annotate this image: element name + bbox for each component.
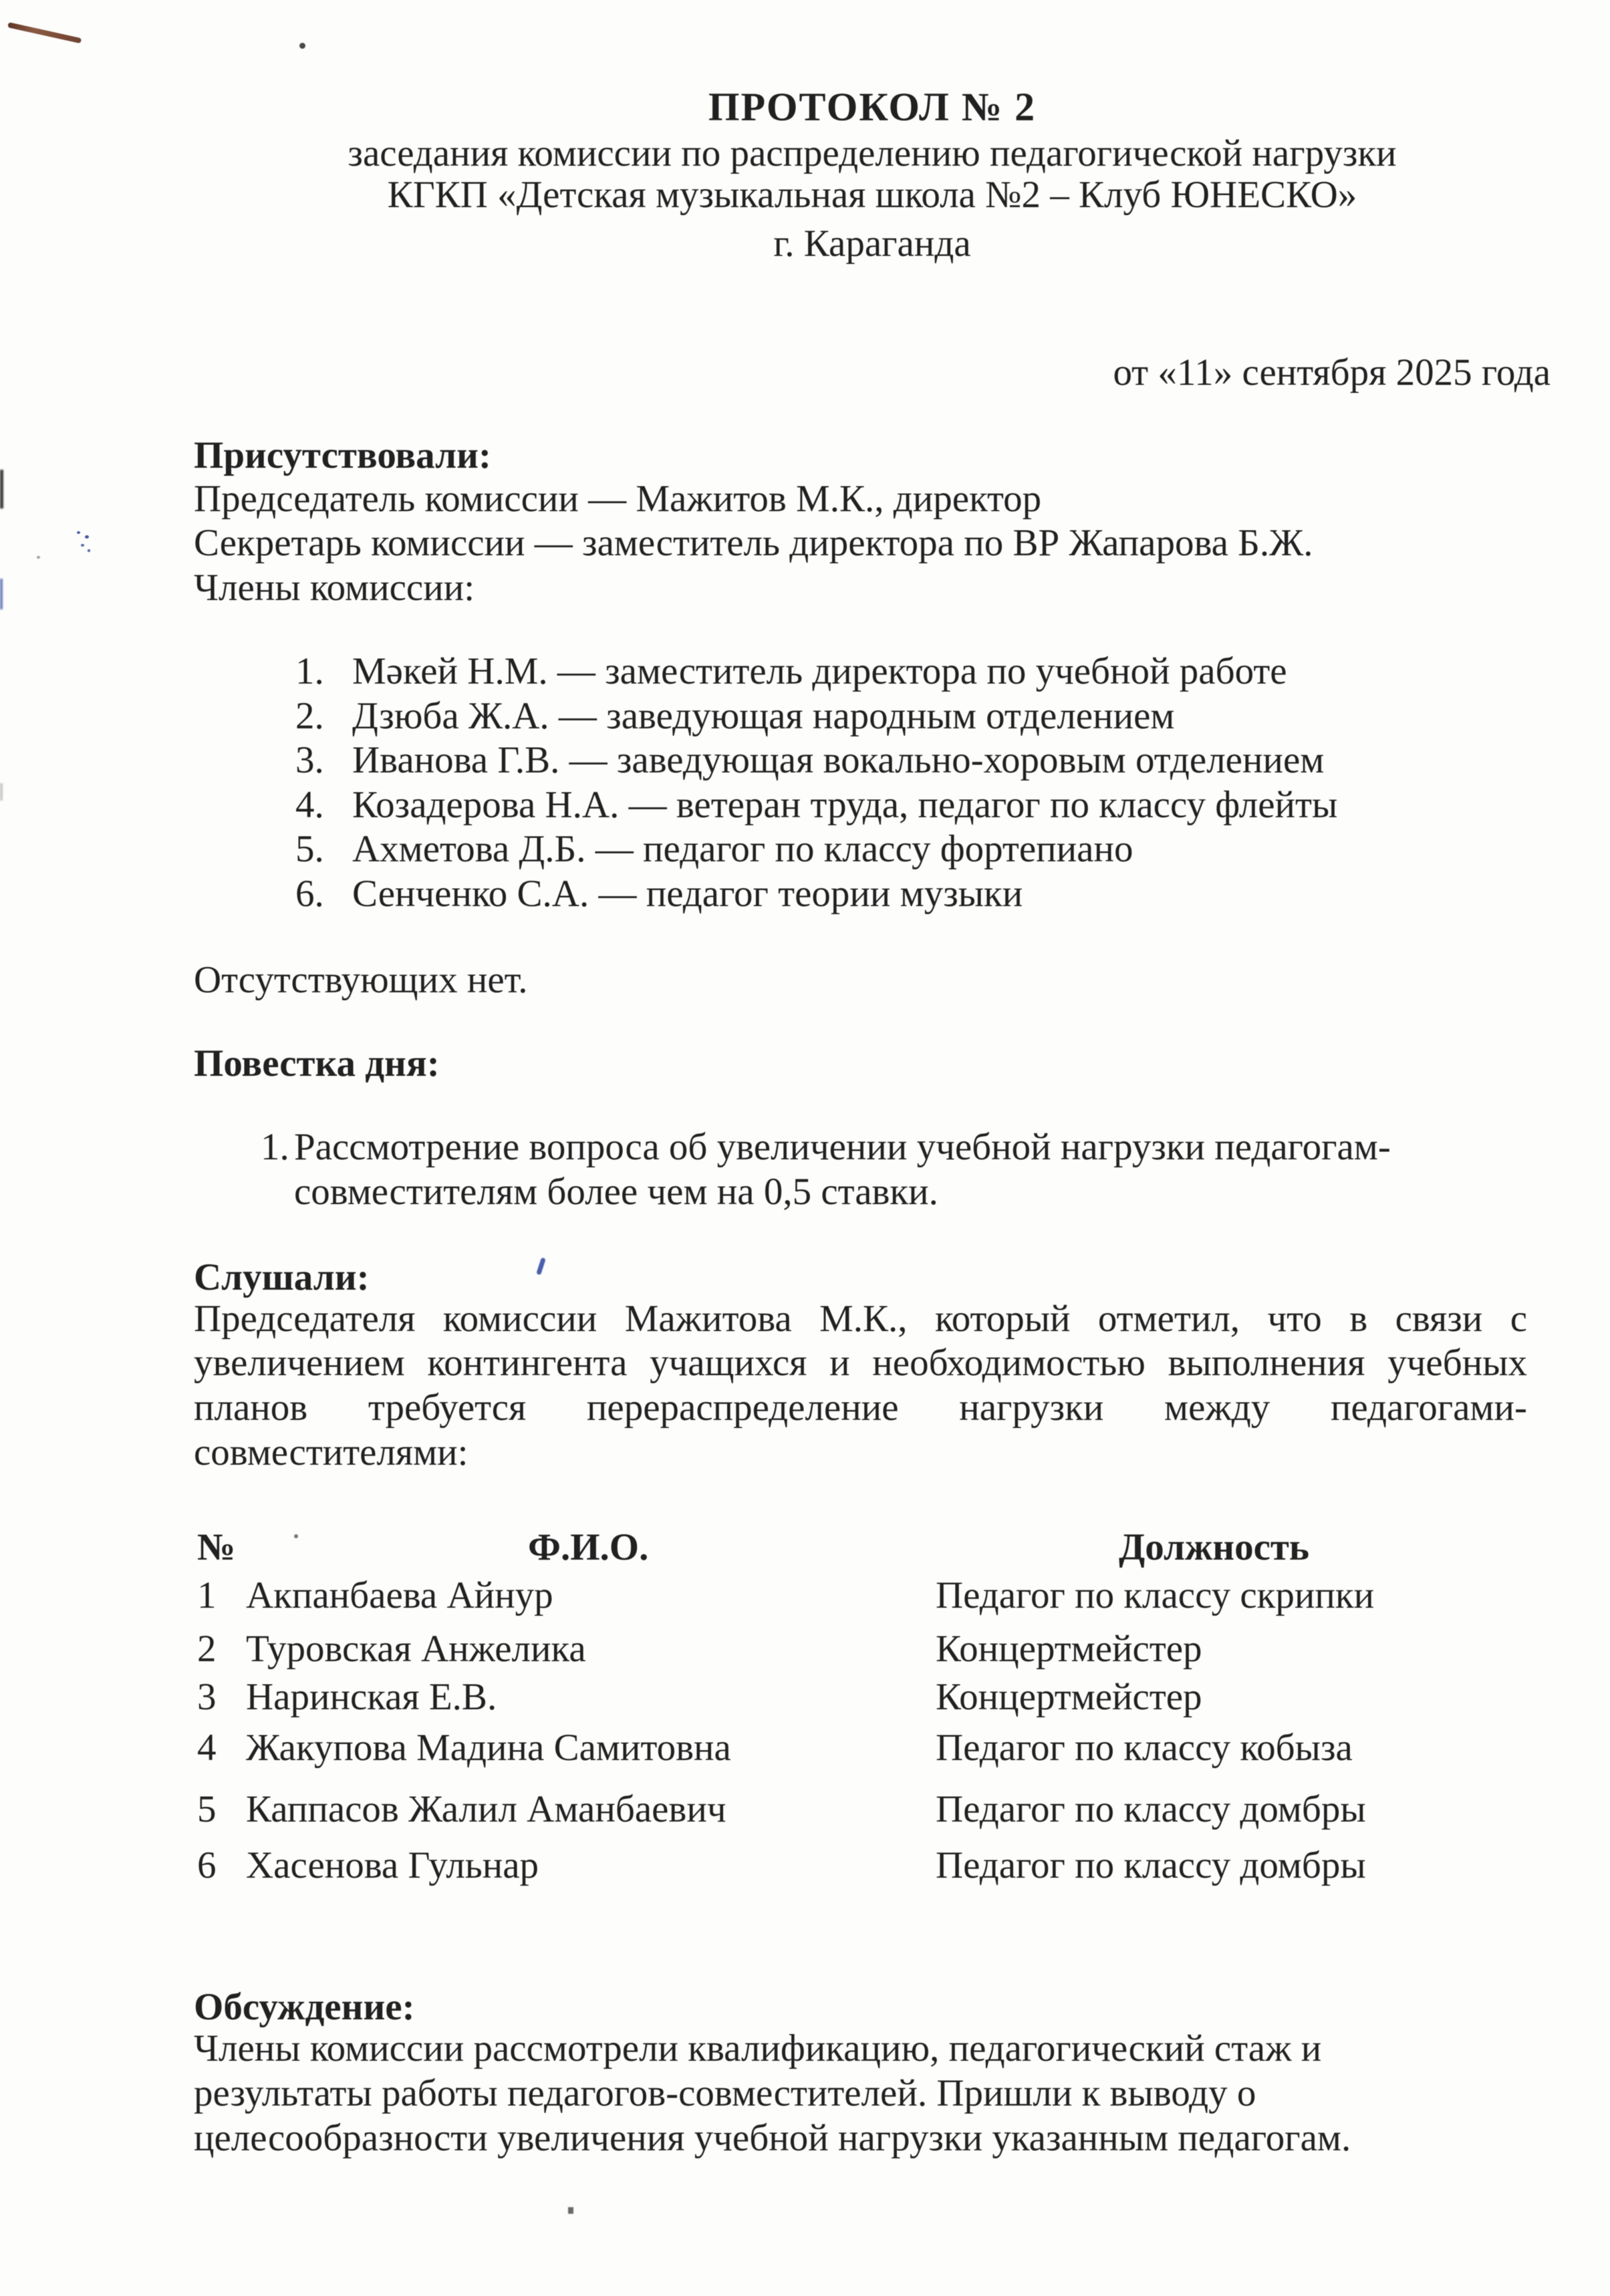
- member-number: 4.: [295, 784, 324, 826]
- discussion-line: результаты работы педагогов-совместителей. Пришли к выводу о: [194, 2072, 1256, 2114]
- member-text: Козадерова Н.А. — ветеран труда, педагог по классу флейты: [352, 784, 1338, 826]
- table-row: [0, 1626, 1610, 1675]
- discussion-line: Члены комиссии рассмотрели квалификацию, педагогический стаж и: [194, 2027, 1322, 2069]
- heard-paragraph-line: совместителями:: [194, 1431, 468, 1473]
- table-row: [0, 1725, 1610, 1773]
- heard-paragraph-line: увеличением контингента учащихся и необходимостью выполнения учебных: [194, 1342, 1527, 1384]
- document-title: ПРОТОКОЛ № 2: [708, 85, 1037, 129]
- date-line: от «11» сентября 2025 года: [1113, 351, 1551, 394]
- row-position: Педагог по классу кобыза: [936, 1727, 1353, 1769]
- chairman-line: Председатель комиссии — Мажитов М.К., директор: [194, 478, 1042, 520]
- row-number: 3: [197, 1676, 217, 1718]
- table-header-num: №: [197, 1526, 236, 1568]
- table-header-row: [0, 1525, 1610, 1573]
- row-name: Туровская Анжелика: [246, 1628, 586, 1670]
- member-number: 3.: [295, 739, 324, 781]
- row-name: Наринская Е.В.: [246, 1676, 497, 1718]
- row-number: 1: [197, 1574, 217, 1616]
- header-subtitle-line-2: КГКП «Детская музыкальная школа №2 – Клуб ЮНЕСКО»: [387, 174, 1357, 216]
- row-number: 5: [197, 1788, 217, 1830]
- member-list-item: [0, 649, 1610, 697]
- discussion-heading: Обсуждение:: [194, 1986, 415, 2028]
- row-name: Хасенова Гульнар: [246, 1844, 539, 1886]
- row-name: Акпанбаева Айнур: [246, 1574, 553, 1616]
- member-text: Мәкей Н.М. — заместитель директора по учебной работе: [352, 650, 1287, 692]
- table-row: [0, 1573, 1610, 1621]
- row-number: 2: [197, 1628, 217, 1670]
- member-text: Сенченко С.А. — педагог теории музыки: [352, 873, 1023, 915]
- row-position: Педагог по классу домбры: [936, 1788, 1366, 1830]
- member-list-item: [0, 782, 1610, 831]
- heard-paragraph-line: планов требуется перераспределение нагрузки между педагогами-: [194, 1387, 1527, 1429]
- agenda-heading: Повестка дня:: [194, 1042, 440, 1085]
- attendees-heading: Присутствовали:: [194, 434, 491, 476]
- member-text: Ахметова Д.Б. — педагог по классу фортепиано: [352, 828, 1133, 870]
- table-row: [0, 1787, 1610, 1835]
- member-number: 2.: [295, 695, 324, 737]
- table-row: [0, 1675, 1610, 1723]
- row-number: 6: [197, 1844, 217, 1886]
- secretary-line: Секретарь комиссии — заместитель директора по ВР Жапарова Б.Ж.: [194, 522, 1313, 564]
- member-list-item: [0, 738, 1610, 786]
- heard-heading: Слушали:: [194, 1256, 370, 1298]
- row-number: 4: [197, 1727, 217, 1769]
- member-text: Иванова Г.В. — заведующая вокально-хоровым отделением: [352, 739, 1325, 781]
- heard-paragraph-line: Председателя комиссии Мажитова М.К., который отметил, что в связи с: [194, 1298, 1527, 1340]
- row-name: Каппасов Жалил Аманбаевич: [246, 1788, 726, 1830]
- agenda-item-continuation: [0, 1169, 1610, 1217]
- agenda-item: [0, 1125, 1610, 1173]
- member-list-item: [0, 827, 1610, 875]
- header-city-line: г. Караганда: [773, 223, 971, 265]
- row-position: Концертмейстер: [936, 1676, 1202, 1718]
- member-number: 6.: [295, 873, 324, 915]
- member-number: 5.: [295, 828, 324, 870]
- header-subtitle-line-1: заседания комиссии по распределению педагогической нагрузки: [348, 132, 1397, 174]
- member-list-item: [0, 694, 1610, 742]
- table-header-position: Должность: [1119, 1526, 1310, 1568]
- member-text: Дзюба Ж.А. — заведующая народным отделением: [352, 695, 1175, 737]
- members-label: Члены комиссии:: [194, 567, 475, 609]
- member-number: 1.: [295, 650, 324, 692]
- table-row: [0, 1843, 1610, 1891]
- row-position: Педагог по классу скрипки: [936, 1574, 1375, 1616]
- agenda-item-text: Рассмотрение вопроса об увеличении учебной нагрузки педагогам-: [294, 1126, 1391, 1168]
- member-list-item: [0, 871, 1610, 919]
- row-position: Концертмейстер: [936, 1628, 1202, 1670]
- row-name: Жакупова Мадина Самитовна: [246, 1727, 731, 1769]
- absent-line: Отсутствующих нет.: [194, 959, 528, 1001]
- agenda-item-number: 1.: [261, 1126, 289, 1168]
- table-header-name: Ф.И.О.: [528, 1526, 649, 1568]
- agenda-item-text: совместителям более чем на 0,5 ставки.: [294, 1171, 938, 1213]
- discussion-line: целесообразности увеличения учебной нагрузки указанным педагогам.: [194, 2117, 1351, 2159]
- row-position: Педагог по классу домбры: [936, 1844, 1366, 1886]
